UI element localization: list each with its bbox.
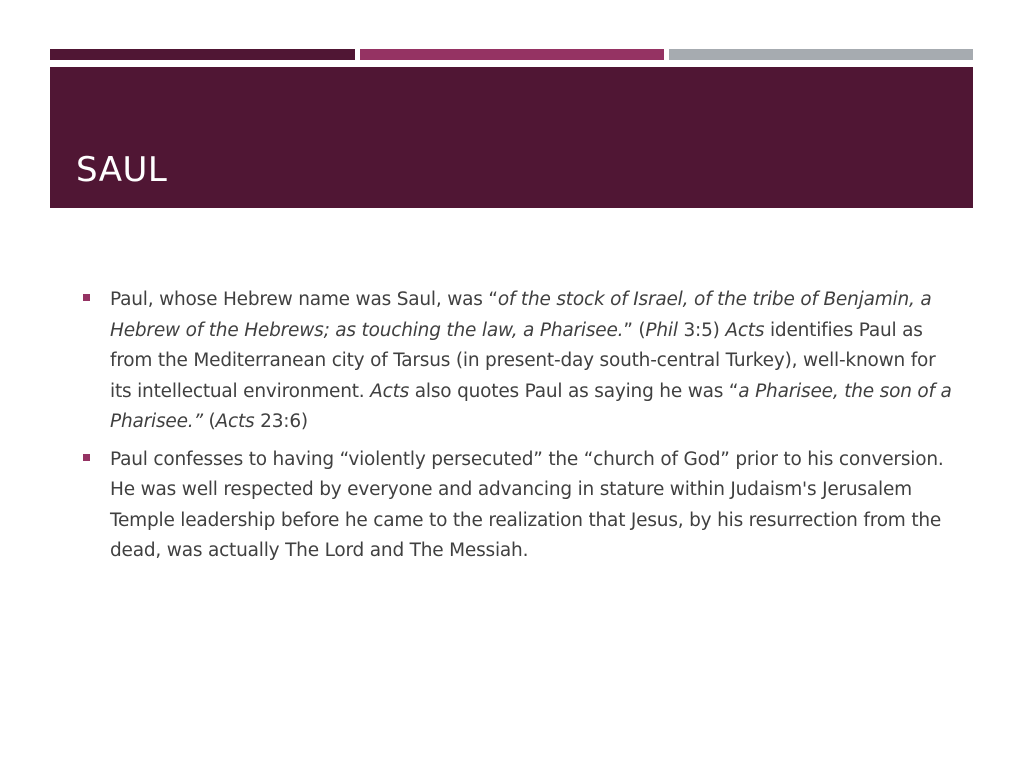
text-segment: Paul, whose Hebrew name was Saul, was “ [110,289,498,310]
text-segment: 23:6) [254,411,308,432]
square-bullet-icon [83,454,90,461]
text-segment: identifies Paul as from the Mediterranean city of Tarsus (in present-day south-central Turkey), well-known for its intellectual environment. [110,319,936,402]
bullet-text [110,449,944,562]
accent-bar-gray [669,49,973,60]
bullet-list [80,285,960,574]
title-band [50,67,973,208]
bullet-text [110,289,952,432]
text-segment: 3:5) [677,319,726,341]
accent-bar-dark [50,49,355,60]
text-segment: ” ( [623,319,646,341]
scripture-quote: a Pharisee, the son of a Pharisee.” [110,380,952,432]
book-reference: Acts [725,319,765,341]
book-reference: Acts [370,380,410,402]
bullet-item [80,445,960,567]
accent-bar-magenta [360,49,664,60]
text-segment: Paul confesses to having “violently persecuted” the “church of God” prior to his conversion. He was well respected by everyone and advancing in stature within Judaism's Jerusalem Temple leadership before he came to the realization that Jesus, by his resurrection from the dead, was actually The Lord and The Messiah. [110,448,944,561]
slide-title: SAUL [76,150,168,190]
scripture-quote: of the stock of Israel, of the tribe of Benjamin, a Hebrew of the Hebrews; as touching the law, a Pharisee. [110,289,932,341]
bullet-item [80,285,960,438]
book-reference: Phil [645,319,678,341]
text-segment: ( [202,411,216,432]
book-reference: Acts [215,411,255,432]
square-bullet-icon [83,294,90,301]
text-segment: also quotes Paul as saying he was “ [409,380,739,402]
